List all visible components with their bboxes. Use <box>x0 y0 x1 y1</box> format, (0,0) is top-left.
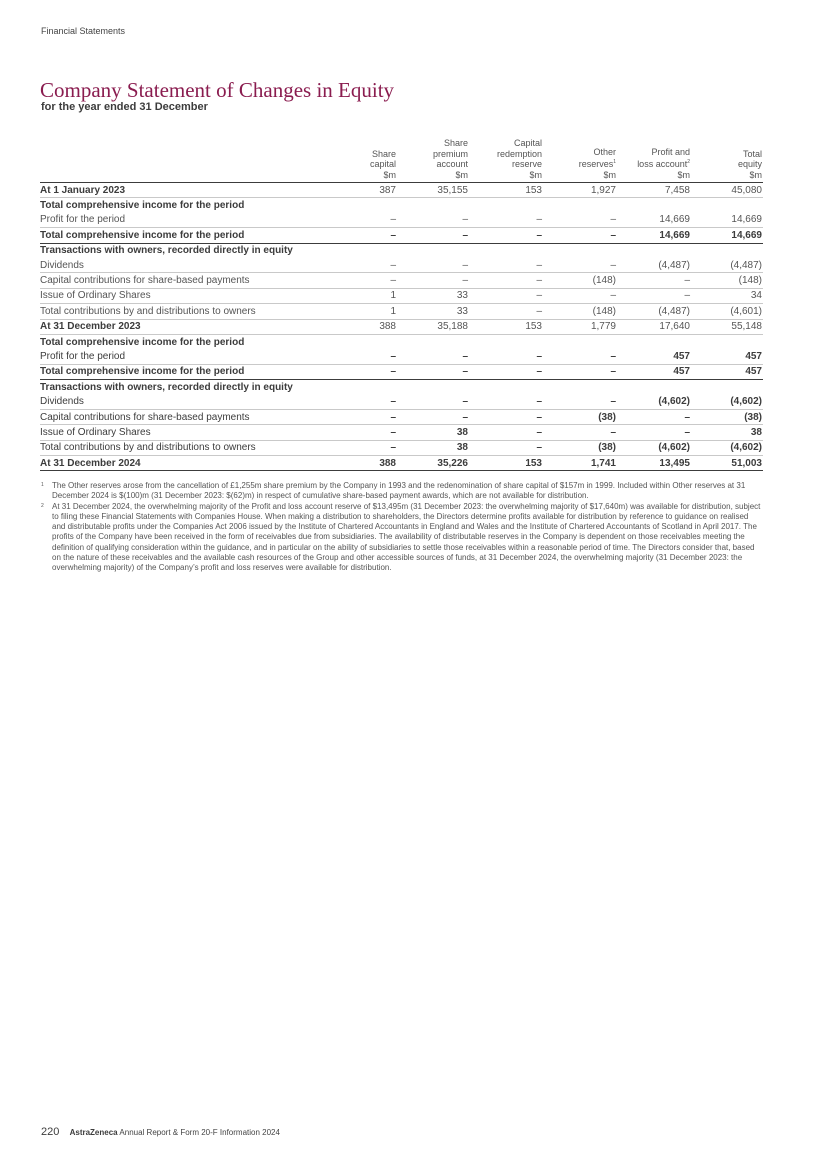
row-value: – <box>617 409 691 424</box>
column-header-line: Profit and <box>651 146 690 157</box>
row-value: – <box>469 364 543 379</box>
row-label: Issue of Ordinary Shares <box>40 425 302 440</box>
row-value: (38) <box>543 440 617 455</box>
footnote <box>41 502 763 574</box>
footnote-text: The Other reserves arose from the cancellation of £1,255m share premium by the Company in 1993 and the redenomination of share capital of $157m in 1999. Included within Other reserves at 31 December 2024 is $(100)m (31 December 2023: $(62)m) in respect of cumulative share-based payment awards, which are not available for distribution. <box>52 481 746 501</box>
row-value: 153 <box>469 456 543 471</box>
row-value: – <box>397 273 469 288</box>
row-value: (4,602) <box>691 440 763 455</box>
row-value: – <box>469 228 543 243</box>
table-row <box>40 456 763 471</box>
equity-table <box>40 138 763 471</box>
row-value: – <box>469 213 543 228</box>
row-value: 1 <box>302 288 397 303</box>
table-header-row <box>40 138 763 183</box>
column-header-line: loss account <box>637 159 688 169</box>
row-value: – <box>469 440 543 455</box>
row-value: 457 <box>617 364 691 379</box>
column-unit: $m <box>749 169 762 180</box>
section-label: Financial Statements <box>41 26 126 36</box>
row-value: 7,458 <box>617 183 691 198</box>
column-header <box>302 138 397 183</box>
row-value: – <box>543 425 617 440</box>
column-header-line: equity <box>737 159 762 169</box>
row-value: (38) <box>691 409 763 424</box>
page-subtitle: for the year ended 31 December <box>41 101 208 113</box>
table-row <box>40 409 763 424</box>
column-header-line: Capital <box>513 138 542 148</box>
row-value: 457 <box>691 349 763 364</box>
row-value: (4,487) <box>691 258 763 273</box>
row-value: 1,779 <box>543 319 617 334</box>
table-row <box>40 288 763 303</box>
row-value: – <box>469 409 543 424</box>
table-row <box>40 183 763 198</box>
row-value: – <box>469 258 543 273</box>
row-label: Capital contributions for share-based payments <box>40 273 302 288</box>
row-value: (4,602) <box>617 440 691 455</box>
column-header <box>469 138 543 183</box>
row-value: 35,188 <box>397 319 469 334</box>
table-row <box>40 364 763 379</box>
table-row <box>40 394 763 409</box>
row-value: – <box>302 409 397 424</box>
row-value: (148) <box>691 273 763 288</box>
footnote-number: 1 <box>41 482 44 488</box>
table-row <box>40 425 763 440</box>
table-row <box>40 440 763 455</box>
row-value: 38 <box>397 425 469 440</box>
row-value: – <box>617 425 691 440</box>
row-value: 13,495 <box>617 456 691 471</box>
row-value: – <box>543 213 617 228</box>
row-value: 17,640 <box>617 319 691 334</box>
column-header-line: reserves <box>578 159 614 169</box>
footer-brand: AstraZeneca <box>69 1128 118 1137</box>
row-value: (4,487) <box>617 258 691 273</box>
row-value: – <box>469 349 543 364</box>
table-row <box>40 228 763 243</box>
table-row <box>40 258 763 273</box>
row-value: – <box>302 394 397 409</box>
row-label: Total comprehensive income for the period <box>40 200 245 212</box>
column-unit: $m <box>455 169 468 180</box>
row-value: 33 <box>397 304 469 319</box>
column-header <box>691 138 763 183</box>
footnote-marker: 1 <box>613 159 616 165</box>
row-label: Issue of Ordinary Shares <box>40 288 302 303</box>
row-value: – <box>302 213 397 228</box>
row-value: (38) <box>543 409 617 424</box>
row-value: 153 <box>469 183 543 198</box>
column-header-line: Share <box>443 138 468 148</box>
table-body <box>40 183 763 471</box>
row-value: – <box>469 304 543 319</box>
row-value: – <box>617 273 691 288</box>
column-header <box>617 138 691 183</box>
page-footer <box>41 1126 280 1138</box>
row-value: 38 <box>691 425 763 440</box>
row-label: Dividends <box>40 258 302 273</box>
row-value: 1,927 <box>543 183 617 198</box>
row-value: 33 <box>397 288 469 303</box>
row-value: – <box>397 409 469 424</box>
column-header-line: Share <box>371 148 396 159</box>
row-value: – <box>302 228 397 243</box>
row-value: 38 <box>397 440 469 455</box>
row-value: – <box>302 364 397 379</box>
row-value: (4,602) <box>691 394 763 409</box>
table-row <box>40 273 763 288</box>
row-value: (4,487) <box>617 304 691 319</box>
column-header <box>543 138 617 183</box>
table-row <box>40 349 763 364</box>
page-number: 220 <box>41 1126 60 1138</box>
row-value: – <box>543 288 617 303</box>
row-label: Total comprehensive income for the period <box>40 336 245 348</box>
footnote <box>41 481 763 502</box>
row-value: – <box>397 364 469 379</box>
row-value: 35,226 <box>397 456 469 471</box>
row-value: 14,669 <box>617 213 691 228</box>
column-unit: $m <box>677 169 690 180</box>
row-value: – <box>302 425 397 440</box>
table-row <box>40 319 763 334</box>
row-value: (148) <box>543 304 617 319</box>
row-label: At 31 December 2023 <box>40 319 302 334</box>
row-value: 1,741 <box>543 456 617 471</box>
table-row <box>40 380 763 395</box>
row-value: – <box>543 258 617 273</box>
row-label: At 31 December 2024 <box>40 456 302 471</box>
column-unit: $m <box>603 169 616 180</box>
row-value: 388 <box>302 319 397 334</box>
row-value: – <box>469 394 543 409</box>
row-value: 14,669 <box>691 213 763 228</box>
table-row <box>40 213 763 228</box>
row-value: – <box>543 364 617 379</box>
row-value: 387 <box>302 183 397 198</box>
column-header-line: capital <box>369 159 396 169</box>
row-value: – <box>397 394 469 409</box>
row-value: – <box>543 349 617 364</box>
row-value: 45,080 <box>691 183 763 198</box>
row-label: Profit for the period <box>40 349 302 364</box>
row-value: – <box>302 349 397 364</box>
column-header-line: reserve <box>511 159 542 169</box>
row-value: 1 <box>302 304 397 319</box>
row-value: – <box>469 288 543 303</box>
column-header-line: Total <box>742 148 762 159</box>
row-label: Capital contributions for share-based payments <box>40 409 302 424</box>
row-value: – <box>302 258 397 273</box>
row-label: Dividends <box>40 394 302 409</box>
page-title: Company Statement of Changes in Equity <box>40 78 395 102</box>
row-label: At 1 January 2023 <box>40 183 302 198</box>
table-row <box>40 304 763 319</box>
row-label: Transactions with owners, recorded directly in equity <box>40 381 293 393</box>
row-value: (148) <box>543 273 617 288</box>
footnote-number: 2 <box>41 502 44 509</box>
table-row <box>40 334 763 349</box>
row-label: Total contributions by and distributions to owners <box>40 440 302 455</box>
row-value: 14,669 <box>617 228 691 243</box>
column-header <box>397 138 469 183</box>
row-label: Profit for the period <box>40 213 302 228</box>
row-value: – <box>543 394 617 409</box>
row-value: (4,601) <box>691 304 763 319</box>
header-blank-cell <box>40 138 302 183</box>
table-row <box>40 198 763 213</box>
column-header-line: redemption <box>496 148 542 159</box>
row-value: – <box>302 273 397 288</box>
row-value: 55,148 <box>691 319 763 334</box>
row-value: – <box>397 213 469 228</box>
row-value: 34 <box>691 288 763 303</box>
row-label: Total comprehensive income for the period <box>40 364 302 379</box>
row-value: – <box>397 258 469 273</box>
column-header-line: account <box>436 159 468 169</box>
row-value: 51,003 <box>691 456 763 471</box>
row-value: 153 <box>469 319 543 334</box>
column-header-line: premium <box>432 148 468 159</box>
row-value: 457 <box>617 349 691 364</box>
row-value: – <box>397 349 469 364</box>
row-value: – <box>617 288 691 303</box>
row-value: – <box>397 228 469 243</box>
footnotes <box>41 481 763 574</box>
row-label: Total contributions by and distributions to owners <box>40 304 302 319</box>
row-label: Total comprehensive income for the period <box>40 228 302 243</box>
table-row <box>40 243 763 258</box>
row-value: – <box>469 425 543 440</box>
footer-text: Annual Report & Form 20-F Information 2024 <box>119 1128 280 1137</box>
row-value: – <box>469 273 543 288</box>
row-value: (4,602) <box>617 394 691 409</box>
row-value: 388 <box>302 456 397 471</box>
column-unit: $m <box>529 169 542 180</box>
column-header-line: Other <box>593 146 616 157</box>
row-value: – <box>302 440 397 455</box>
row-value: 14,669 <box>691 228 763 243</box>
row-value: – <box>543 228 617 243</box>
row-value: 35,155 <box>397 183 469 198</box>
footnote-text: At 31 December 2024, the overwhelming majority of the Profit and loss account reserve of $13,495m (31 December 2023: the overwhelming majority of $17,640m) was available for distribution, subject to filing these Financial Statements with Companies House. When making a distribution to shareholders, the Directors determine profits available for distribution by reference to guidance on realised and distributable profits under the Companies Act 2006 issued by the Institute of Chartered Accountants in England and Wales and the Institute of Chartered Accountants of Scotland in April 2017. The profits of the Company have been received in the form of receivables due from subsidiaries. The availability of distributable reserves in the Company is dependent on those receivables meeting the definition of qualifying consideration within the guidance, and in particular on the ability of subsidiaries to settle those receivables within a reasonable period of time. The Directors consider that, based on the nature of these receivables and the available cash resources of the Group and other accessible sources of funds, at 31 December 2024, the overwhelming majority (31 December 2023: the overwhelming majority) of the Company’s profit and loss reserves were available for distribution. <box>52 501 761 573</box>
row-value: 457 <box>691 364 763 379</box>
footnote-marker: 2 <box>687 159 690 165</box>
row-label: Transactions with owners, recorded directly in equity <box>40 245 293 257</box>
column-unit: $m <box>383 169 396 180</box>
